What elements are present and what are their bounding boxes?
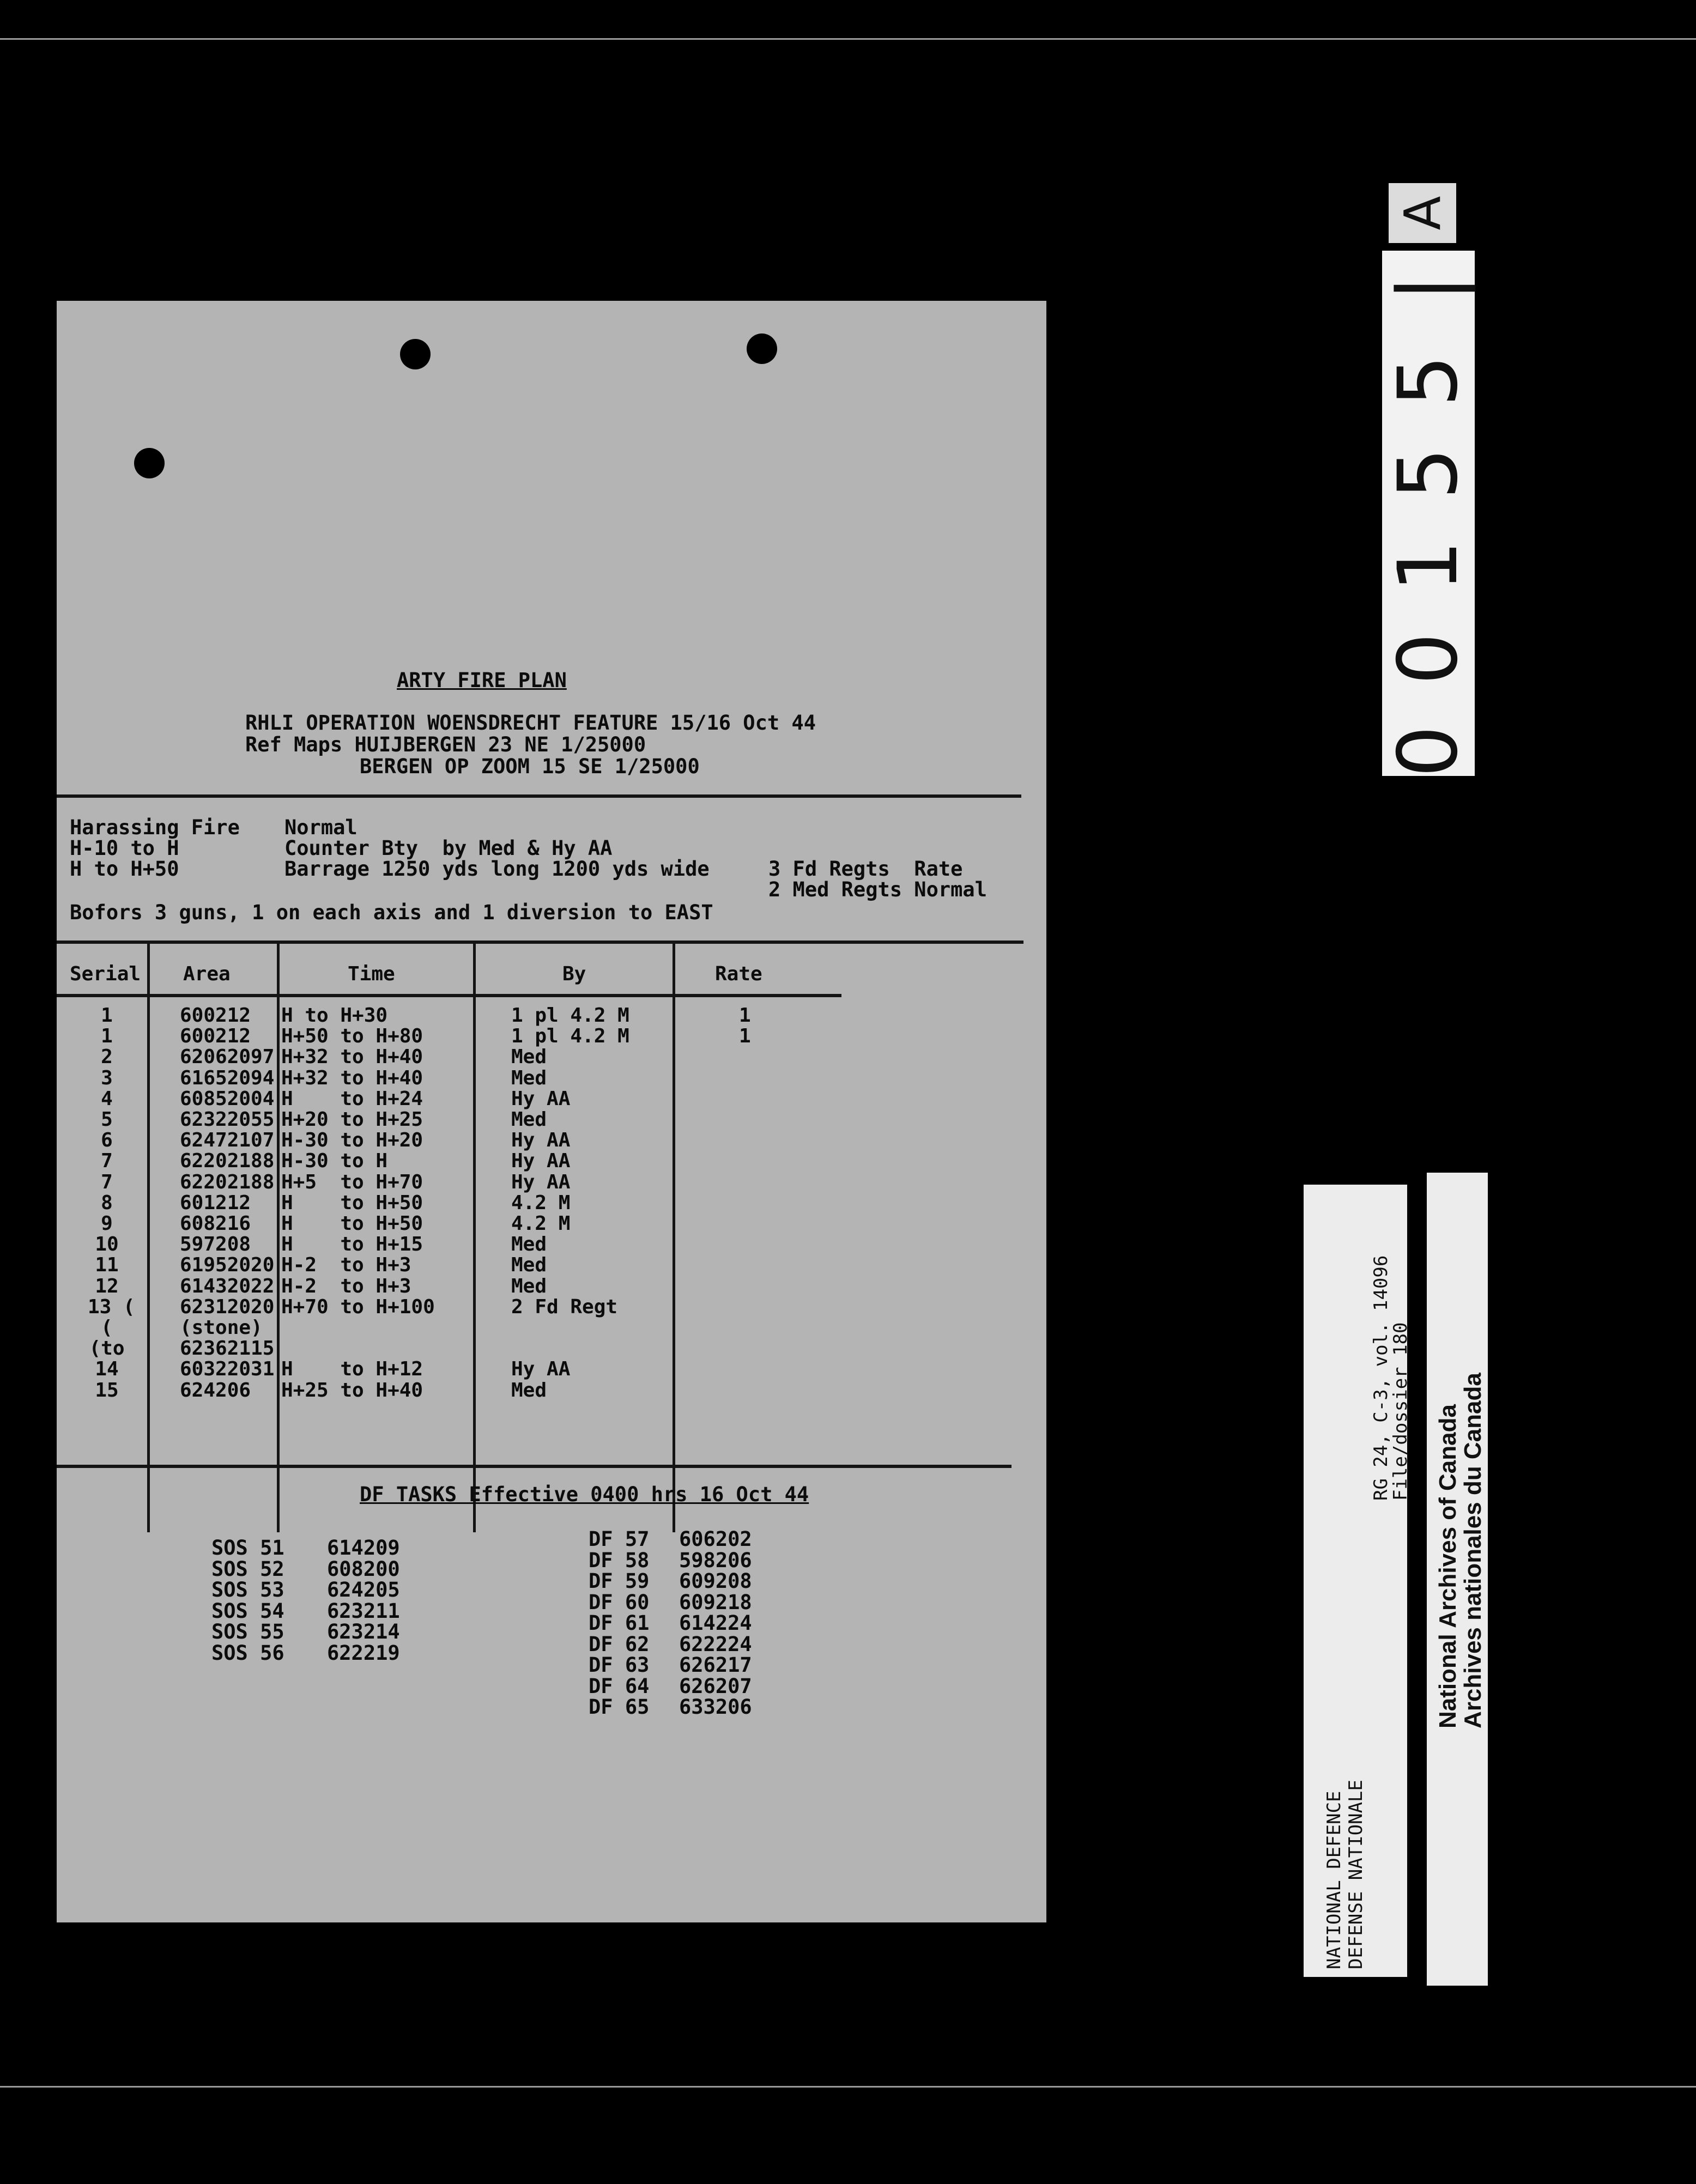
cell-time: H-30 to H+20	[281, 1129, 423, 1152]
task-grid-ref: 608200	[327, 1557, 400, 1581]
table-header-time: Time	[348, 963, 395, 985]
task-grid-ref: 633206	[679, 1695, 752, 1719]
cell-area: 601212	[180, 1191, 251, 1214]
cell-area: 60322031	[180, 1358, 275, 1381]
task-grid-ref: 622224	[679, 1632, 752, 1656]
table-header-area: Area	[183, 963, 231, 985]
cell-time: H+32 to H+40	[281, 1046, 423, 1069]
cell-serial: 12	[95, 1275, 119, 1297]
cell-serial: 8	[101, 1191, 113, 1214]
cell-time: H+20 to H+25	[281, 1108, 423, 1131]
task-label: DF 58	[589, 1548, 650, 1572]
archives-label-en: National Archives of Canada	[1434, 1404, 1461, 1728]
cell-serial: 14	[95, 1358, 119, 1381]
reel-separator: |	[1381, 274, 1476, 302]
cell-by: 2 Fd Regt	[511, 1295, 618, 1318]
cell-time: H+25 to H+40	[281, 1379, 423, 1402]
cell-time: H to H+50	[281, 1212, 423, 1235]
cell-serial: 7	[101, 1170, 113, 1193]
reel-suffix: A	[1393, 196, 1452, 230]
task-grid-ref: 624205	[327, 1578, 400, 1601]
cell-area: 61952020	[180, 1254, 275, 1277]
fire-phase: Harassing Fire	[70, 816, 240, 839]
table-col-rule	[147, 943, 150, 1532]
cell-area: (stone)	[180, 1317, 263, 1339]
document-page	[57, 301, 1046, 1922]
cell-by: Med	[511, 1066, 547, 1089]
cell-area: 62322055	[180, 1108, 275, 1131]
cell-area: 597208	[180, 1233, 251, 1256]
cell-by: Med	[511, 1275, 547, 1297]
task-grid-ref: 614224	[679, 1611, 752, 1635]
punch-hole	[400, 339, 431, 369]
cell-serial: 2	[101, 1046, 113, 1069]
cell-time: H-30 to H	[281, 1150, 388, 1173]
cell-by: 1 pl 4.2 M	[511, 1025, 629, 1048]
fire-task: Normal	[284, 816, 358, 839]
table-header-serial: Serial	[70, 963, 141, 985]
cell-area: 624206	[180, 1379, 251, 1402]
cell-area: 62472107	[180, 1129, 275, 1152]
table-col-rule	[673, 943, 675, 1532]
operation-line: RHLI OPERATION WOENSDRECHT FEATURE 15/16 Oct 44	[245, 711, 816, 735]
cell-serial: 1	[101, 1025, 113, 1048]
cell-area: 600212	[180, 1004, 251, 1027]
task-label: DF 61	[589, 1611, 650, 1635]
cell-by: 1 pl 4.2 M	[511, 1004, 629, 1027]
cell-time: H to H+30	[281, 1004, 388, 1027]
cell-time: H to H+12	[281, 1358, 423, 1381]
cell-time: H to H+24	[281, 1087, 423, 1110]
department-label	[1304, 1185, 1412, 1977]
cell-serial: 9	[101, 1212, 113, 1235]
cell-serial: 1	[101, 1004, 113, 1027]
table-col-rule	[473, 943, 476, 1532]
task-label: DF 57	[589, 1527, 650, 1551]
ref-maps-line-2: BERGEN OP ZOOM 15 SE 1/25000	[360, 755, 700, 778]
reel-digit: 0	[1381, 633, 1476, 685]
cell-time: H-2 to H+3	[281, 1254, 411, 1277]
task-grid-ref: 614209	[327, 1536, 400, 1560]
cell-by: Med	[511, 1046, 547, 1069]
task-grid-ref: 609218	[679, 1590, 752, 1614]
cell-area: 62062097	[180, 1046, 275, 1069]
cell-rate: 1	[739, 1004, 751, 1027]
task-grid-ref: 609208	[679, 1569, 752, 1593]
cell-by: Med	[511, 1108, 547, 1131]
reel-number-label	[1382, 251, 1475, 776]
cell-time: H to H+50	[281, 1191, 423, 1214]
cell-area: 60852004	[180, 1087, 275, 1110]
fire-task: Barrage 1250 yds long 1200 yds wide	[284, 857, 710, 881]
cell-by: Hy AA	[511, 1129, 571, 1152]
regts-line-2: 2 Med Regts Normal	[768, 878, 987, 901]
task-label: SOS 52	[211, 1557, 284, 1581]
table-top-rule	[57, 941, 1023, 944]
cell-time: H-2 to H+3	[281, 1275, 411, 1297]
cell-serial: 3	[101, 1066, 113, 1089]
task-grid-ref: 626217	[679, 1653, 752, 1677]
cell-by: 4.2 M	[511, 1191, 571, 1214]
cell-rate: 1	[739, 1025, 751, 1048]
cell-by: 4.2 M	[511, 1212, 571, 1235]
fire-phase: H to H+50	[70, 857, 179, 881]
cell-by: Med	[511, 1233, 547, 1256]
task-grid-ref: 623214	[327, 1620, 400, 1643]
ref-maps-line-1: Ref Maps HUIJBERGEN 23 NE 1/25000	[245, 733, 646, 756]
cell-time: H+70 to H+100	[281, 1295, 435, 1318]
table-header-by: By	[562, 963, 586, 985]
bottom-frame-line	[0, 2086, 1696, 2088]
task-label: SOS 51	[211, 1536, 284, 1560]
task-label: DF 60	[589, 1590, 650, 1614]
table-header-rule	[57, 994, 841, 997]
department-label-fr: DEFENSE NATIONALE	[1345, 1780, 1367, 1969]
cell-area: 62312020	[180, 1295, 275, 1318]
cell-area: 600212	[180, 1025, 251, 1048]
archives-label	[1427, 1173, 1488, 1986]
divider	[57, 794, 1021, 798]
cell-by: Med	[511, 1254, 547, 1277]
cell-serial: 15	[95, 1379, 119, 1402]
task-label: SOS 55	[211, 1620, 284, 1643]
cell-area: 608216	[180, 1212, 251, 1235]
reel-digit: 0	[1381, 725, 1476, 778]
task-label: SOS 53	[211, 1578, 284, 1601]
cell-time: H+32 to H+40	[281, 1066, 423, 1089]
task-label: DF 64	[589, 1674, 650, 1698]
cell-by: Hy AA	[511, 1087, 571, 1110]
reel-digit: 1	[1381, 540, 1476, 592]
task-grid-ref: 622219	[327, 1641, 400, 1665]
task-label: DF 59	[589, 1569, 650, 1593]
cell-by: Hy AA	[511, 1358, 571, 1381]
cell-serial: 10	[95, 1233, 119, 1256]
department-label-en: NATIONAL DEFENCE	[1323, 1791, 1345, 1969]
archives-label-fr: Archives nationales du Canada	[1459, 1373, 1486, 1728]
task-grid-ref: 606202	[679, 1527, 752, 1551]
cell-area: 62202188	[180, 1150, 275, 1173]
cell-serial: (to	[89, 1337, 125, 1360]
punch-hole	[134, 448, 165, 478]
table-header-rate: Rate	[715, 963, 762, 985]
reel-digit: 5	[1381, 355, 1476, 407]
cell-by: Hy AA	[511, 1170, 571, 1193]
table-col-rule	[277, 943, 280, 1532]
cell-area: 61432022	[180, 1275, 275, 1297]
task-label: DF 63	[589, 1653, 650, 1677]
record-group-ref: RG 24, C-3, vol. 14096	[1370, 1255, 1392, 1501]
cell-area: 61652094	[180, 1066, 275, 1089]
cell-serial: 7	[101, 1150, 113, 1173]
df-tasks-title: DF TASKS Effective 0400 hrs 16 Oct 44	[360, 1483, 809, 1506]
reel-number	[1382, 251, 1475, 776]
cell-time: H+5 to H+70	[281, 1170, 423, 1193]
cell-serial: 5	[101, 1108, 113, 1131]
task-grid-ref: 623211	[327, 1599, 400, 1623]
task-label: DF 62	[589, 1632, 650, 1656]
bofors-line: Bofors 3 guns, 1 on each axis and 1 diversion to EAST	[70, 901, 713, 924]
reel-digit: 5	[1381, 447, 1476, 500]
reel-suffix-tab	[1389, 183, 1456, 243]
task-grid-ref: 598206	[679, 1548, 752, 1572]
cell-serial: 6	[101, 1129, 113, 1152]
cell-time: H to H+15	[281, 1233, 423, 1256]
task-label: SOS 54	[211, 1599, 284, 1623]
cell-by: Med	[511, 1379, 547, 1402]
cell-time: H+50 to H+80	[281, 1025, 423, 1048]
cell-serial: (	[101, 1317, 113, 1339]
task-grid-ref: 626207	[679, 1674, 752, 1698]
file-dossier-ref: File/dossier 180	[1390, 1322, 1412, 1501]
cell-serial: 11	[95, 1254, 119, 1277]
cell-serial: 13 (	[88, 1295, 135, 1318]
cell-area: 62202188	[180, 1170, 275, 1193]
top-frame-line	[0, 38, 1696, 40]
regts-line-1: 3 Fd Regts Rate	[768, 857, 963, 881]
cell-area: 62362115	[180, 1337, 275, 1360]
punch-hole	[747, 333, 777, 364]
fire-task: Counter Bty by Med & Hy AA	[284, 836, 613, 860]
task-label: DF 65	[589, 1695, 650, 1719]
task-label: SOS 56	[211, 1641, 284, 1665]
cell-by: Hy AA	[511, 1150, 571, 1173]
table-bottom-rule	[57, 1465, 1011, 1468]
cell-serial: 4	[101, 1087, 113, 1110]
document-title: ARTY FIRE PLAN	[397, 669, 567, 692]
fire-phase: H-10 to H	[70, 836, 179, 860]
